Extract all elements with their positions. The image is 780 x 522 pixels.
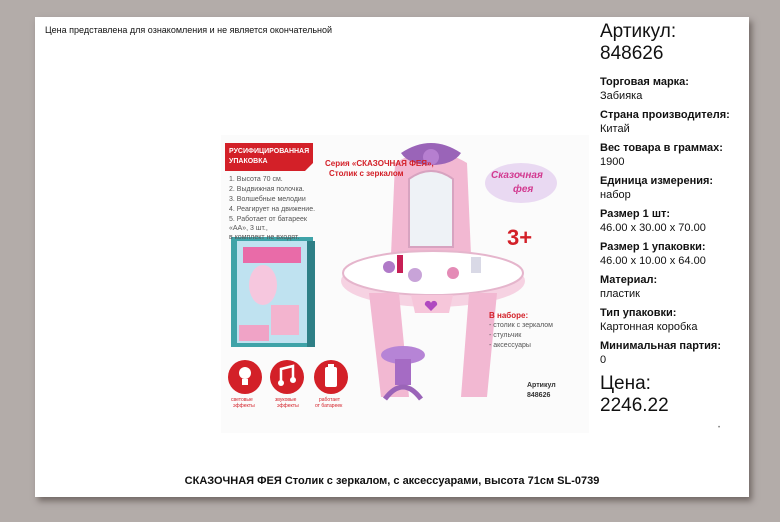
feature-icons — [228, 360, 348, 394]
spec-value: пластик — [600, 288, 640, 300]
spec-value: 0 — [600, 354, 607, 366]
spec-package-type — [600, 306, 697, 334]
spec-label: Единица измерения: — [600, 175, 714, 187]
spec-label: Размер 1 упаковки: — [600, 241, 706, 253]
spec-value: Картонная коробка — [600, 321, 698, 333]
icon-label-music-2: эффекты — [277, 403, 299, 409]
kit-title: В наборе: — [489, 311, 529, 320]
spec-material — [600, 273, 657, 301]
article-block — [600, 21, 676, 65]
kit-item-3: - аксессуары — [489, 342, 531, 349]
product-caption: СКАЗОЧНАЯ ФЕЯ Столик с зеркалом, с аксессуарами, высота 71см SL-0739 — [184, 475, 600, 487]
spec-value: Забияка — [600, 90, 643, 102]
icon-label-light-1: световые — [231, 397, 253, 403]
kit-item-2: - стульчик — [489, 332, 522, 339]
badge-line-1: РУСИФИЦИРОВАННАЯ — [229, 148, 310, 155]
icon-label-battery-1: работает — [319, 397, 341, 403]
feature-3: 3. Волшебные мелодии — [229, 196, 306, 203]
feature-2: 2. Выдвижная полочка. — [229, 186, 305, 193]
article-value: 848626 — [600, 43, 664, 64]
spec-min-batch — [600, 339, 721, 367]
badge-line-2: УПАКОВКА — [229, 158, 268, 165]
spec-unit — [600, 174, 713, 202]
feature-4: 4. Реагирует на движение. — [229, 206, 316, 213]
icon-label-music-1: звуковые — [275, 397, 297, 403]
series-line-1: Серия «СКАЗОЧНАЯ ФЕЯ», — [325, 159, 434, 168]
price-disclaimer: Цена представлена для ознакомления и не является окончательной — [45, 25, 333, 35]
series-line-2: Столик с зеркалом — [329, 169, 404, 178]
spec-size-item — [600, 207, 706, 235]
product-photo — [221, 135, 589, 433]
icon-label-battery-2: от батареек — [315, 403, 343, 409]
spec-value: 46.00 x 30.00 x 70.00 — [600, 222, 706, 234]
spec-label: Размер 1 шт: — [600, 208, 671, 220]
photo-article-value: 848626 — [527, 392, 551, 399]
article-label: Артикул: — [600, 21, 677, 42]
product-card — [35, 17, 749, 497]
spec-label: Страна производителя: — [600, 109, 730, 121]
spec-weight — [600, 141, 723, 169]
feature-6: «АА», 3 шт., — [229, 225, 268, 232]
price-label: Цена: — [600, 373, 651, 394]
photo-article-label: Артикул — [527, 382, 556, 389]
spec-label: Минимальная партия: — [600, 340, 721, 352]
logo-bubble — [485, 163, 557, 203]
box-image — [231, 237, 315, 347]
kit-item-1: - столик с зеркалом — [489, 322, 553, 329]
logo-line-2: фея — [513, 184, 534, 195]
spec-value: Китай — [600, 123, 630, 135]
feature-7: в комплект не входят. — [229, 234, 300, 241]
price-block — [600, 373, 669, 417]
spec-size-package — [600, 240, 706, 268]
price-value: 2246.22 — [600, 395, 669, 416]
icon-label-light-2: эффекты — [233, 403, 255, 409]
spec-country — [600, 108, 730, 136]
dot-mark: • — [718, 425, 721, 431]
spec-label: Материал: — [600, 274, 658, 286]
age-mark: 3+ — [507, 225, 533, 250]
feature-1: 1. Высота 70 см. — [229, 176, 283, 183]
feature-5: 5. Работает от батареек — [229, 216, 307, 223]
spec-value: 46.00 x 10.00 x 64.00 — [600, 255, 706, 267]
spec-value: 1900 — [600, 156, 625, 168]
spec-value: набор — [600, 189, 631, 201]
logo-line-1: Сказочная — [491, 170, 543, 181]
spec-label: Вес товара в граммах: — [600, 142, 723, 154]
spec-label: Тип упаковки: — [600, 307, 677, 319]
spec-brand — [600, 75, 689, 103]
spec-label: Торговая марка: — [600, 76, 689, 88]
